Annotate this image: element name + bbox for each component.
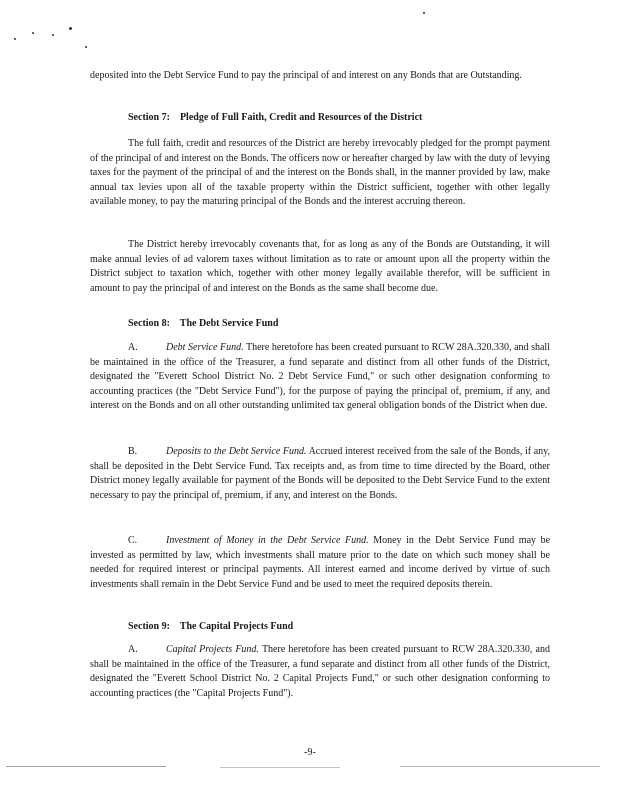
subsection-letter: C. xyxy=(128,535,138,546)
section-9-number: Section 9: xyxy=(128,621,170,632)
subsection-title: Capital Projects Fund. xyxy=(166,644,259,655)
subsection-text: There heretofore has been created pursuant to RCW 28A.320.330, and shall be maintained in the office of the Treasurer, a fund separate and distinct from all other funds of the District, designated the "Everett School District No. 2 Debt Service Fund," or such other designation conforming to accounting practices (the "Debt Service Fund"), for the purpose of paying the principal of, premium, if any, and interest on the Bonds and on all other outstanding unlimited tax general obligation bonds of the District when due. xyxy=(90,342,550,412)
section-8-subsection-a xyxy=(90,341,550,414)
continuation-paragraph: deposited into the Debt Service Fund to pay the principal of and interest on any Bonds that are Outstanding. xyxy=(90,70,522,81)
section-8-subsection-b xyxy=(90,445,550,503)
section-7-paragraph-2: The District hereby irrevocably covenants that, for as long as any of the Bonds are Outstanding, it will make annual levies of ad valorem taxes without limitation as to rate or amount upon all the property within the District subject to taxation which, together with other money legally available therefor, will be sufficient in amount to pay the principal of and interest on the Bonds as the same shall become due. xyxy=(90,239,550,294)
scan-speck xyxy=(14,38,16,40)
footer-rule xyxy=(220,767,340,768)
subsection-text: There heretofore has been created pursuant to RCW 28A.320.330, and shall be maintained in the office of the Treasurer, a fund separate and distinct from all other funds of the District, designated the "Everett School District No. 2 Capital Projects Fund," or such other designation conforming to accounting practices (the "Capital Projects Fund"). xyxy=(90,644,550,699)
scan-speck xyxy=(85,46,87,48)
section-7-paragraph-1: The full faith, credit and resources of the District are hereby irrevocably pledged for the prompt payment of the principal of and interest on the Bonds. The officers now or hereafter charged by law with the duty of levying taxes for the payment of the principal of and the interest on the Bonds shall, in the manner provided by law, make annual tax levies upon all of the taxable property within the District sufficient, together with other legally available money, to pay the maturing principal of the Bonds and the interest accruing thereon. xyxy=(90,138,550,208)
subsection-title: Investment of Money in the Debt Service Fund. xyxy=(166,535,369,546)
subsection-text: Accrued interest received from the sale of the Bonds, if any, shall be deposited in the Debt Service Fund. Tax receipts and, as from time to time directed by the Board, other District money legally available for payment of the Bonds will be deposited to the Debt Service Fund to the extent necessary to pay the principal of, premium, if any, and interest on the Bonds. xyxy=(90,446,550,501)
section-8-title: The Debt Service Fund xyxy=(179,318,279,329)
section-8-number: Section 8: xyxy=(128,318,170,329)
subsection-title: Deposits to the Debt Service Fund. xyxy=(166,446,307,457)
page-number: -9- xyxy=(304,747,316,758)
section-7-heading xyxy=(128,111,422,125)
footer-rule xyxy=(400,766,600,767)
section-7-number: Section 7: xyxy=(128,112,170,123)
scan-speck xyxy=(69,27,72,30)
section-9-heading xyxy=(128,620,293,634)
section-8-heading xyxy=(128,317,278,331)
subsection-text: Money in the Debt Service Fund may be invested as permitted by law, which investments shall mature prior to the date on which such money shall be needed for required interest or principal payments. All interest earned and income derived by virtue of such investments shall remain in the Debt Service Fund and be used to meet the required deposits therein. xyxy=(90,535,551,590)
footer-rule xyxy=(6,766,166,767)
section-9-subsection-a xyxy=(90,643,550,701)
scan-speck xyxy=(423,12,425,14)
scan-speck xyxy=(32,32,34,34)
section-8-subsection-c xyxy=(90,534,550,592)
scan-speck xyxy=(52,34,54,36)
subsection-letter: A. xyxy=(128,342,138,353)
section-9-title: The Capital Projects Fund xyxy=(179,621,294,632)
section-7-title: Pledge of Full Faith, Credit and Resources of the District xyxy=(179,112,423,123)
subsection-letter: B. xyxy=(128,446,138,457)
subsection-letter: A. xyxy=(128,644,138,655)
subsection-title: Debt Service Fund. xyxy=(166,342,244,353)
